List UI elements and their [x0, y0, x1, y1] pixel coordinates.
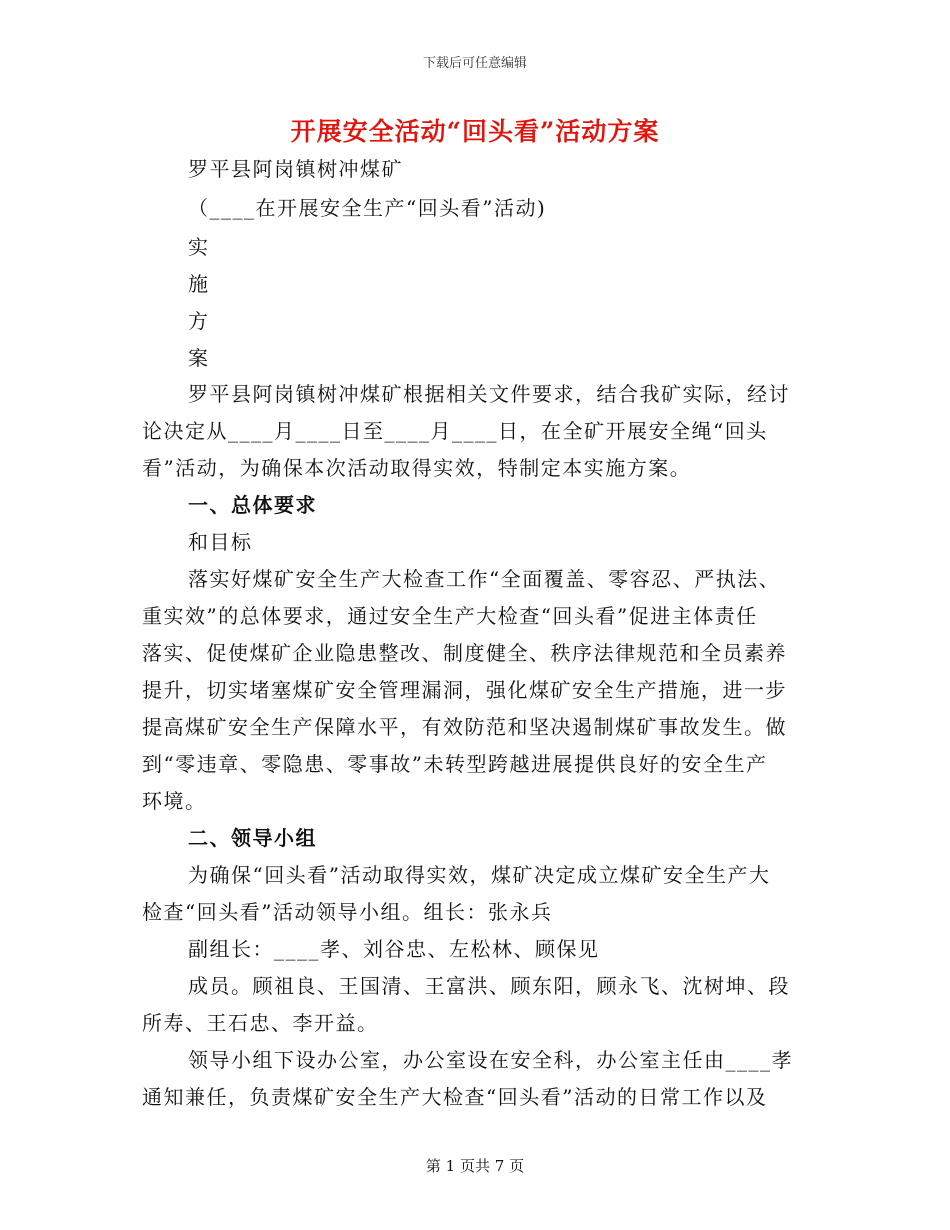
- members-line: 成员。顾祖良、王国清、王富洪、顾东阳，顾永飞、沈树坤、段: [188, 974, 790, 998]
- paragraph-line: 看”活动，为确保本次活动取得实效，特制定本实施方案。: [142, 456, 692, 480]
- paragraph-line: 论决定从____月____日至____月____日，在全矿开展安全绳“回头: [142, 419, 768, 443]
- paragraph-line: 领导小组下设办公室，办公室设在安全科，办公室主任由____孝: [188, 1048, 793, 1072]
- vertical-char-2: 施: [188, 272, 210, 296]
- activity-subtitle-line: （____在开展安全生产“回头看”活动): [188, 196, 547, 220]
- paragraph-line: 提升，切实堵塞煤矿安全管理漏洞，强化煤矿安全生产措施，进一步: [142, 678, 787, 702]
- members-line-cont: 所寿、王石忠、李开益。: [142, 1011, 379, 1035]
- section-heading-1-cont: 和目标: [188, 530, 253, 554]
- paragraph-line: 到“零违章、零隐患、零事故”未转型跨越进展提供良好的安全生产: [142, 752, 768, 776]
- header-note: 下载后可任意编辑: [422, 56, 527, 71]
- paragraph-line: 检查“回头看”活动领导小组。组长：张永兵: [142, 900, 553, 924]
- page-footer: 第 1 页共 7 页: [425, 1157, 525, 1175]
- section-heading-1: 一、总体要求: [188, 493, 317, 517]
- paragraph-line: 为确保“回头看”活动取得实效，煤矿决定成立煤矿安全生产大: [188, 863, 771, 887]
- paragraph-line: 落实、促使煤矿企业隐患整改、制度健全、秩序法律规范和全员素养: [142, 641, 787, 665]
- vertical-char-1: 实: [188, 235, 210, 259]
- section-heading-2: 二、领导小组: [188, 826, 317, 850]
- mine-name-line: 罗平县阿岗镇树冲煤矿: [188, 157, 403, 181]
- paragraph-line: 重实效”的总体要求，通过安全生产大检查“回头看”促进主体责任: [142, 604, 758, 628]
- document-title: 开展安全活动“回头看”活动方案: [290, 117, 660, 146]
- paragraph-line: 提高煤矿安全生产保障水平，有效防范和坚决遏制煤矿事故发生。做: [142, 715, 787, 739]
- vertical-char-3: 方: [188, 309, 210, 333]
- deputy-leaders-line: 副组长：____孝、刘谷忠、左松林、顾保见: [188, 937, 600, 961]
- paragraph-line: 落实好煤矿安全生产大检查工作“全面覆盖、零容忍、严执法、: [188, 567, 781, 591]
- paragraph-line: 通知兼任，负责煤矿安全生产大检查“回头看”活动的日常工作以及: [142, 1085, 768, 1109]
- vertical-char-4: 案: [188, 346, 210, 370]
- paragraph-line: 环境。: [142, 789, 207, 813]
- paragraph-line: 罗平县阿岗镇树冲煤矿根据相关文件要求，结合我矿实际，经讨: [188, 382, 790, 406]
